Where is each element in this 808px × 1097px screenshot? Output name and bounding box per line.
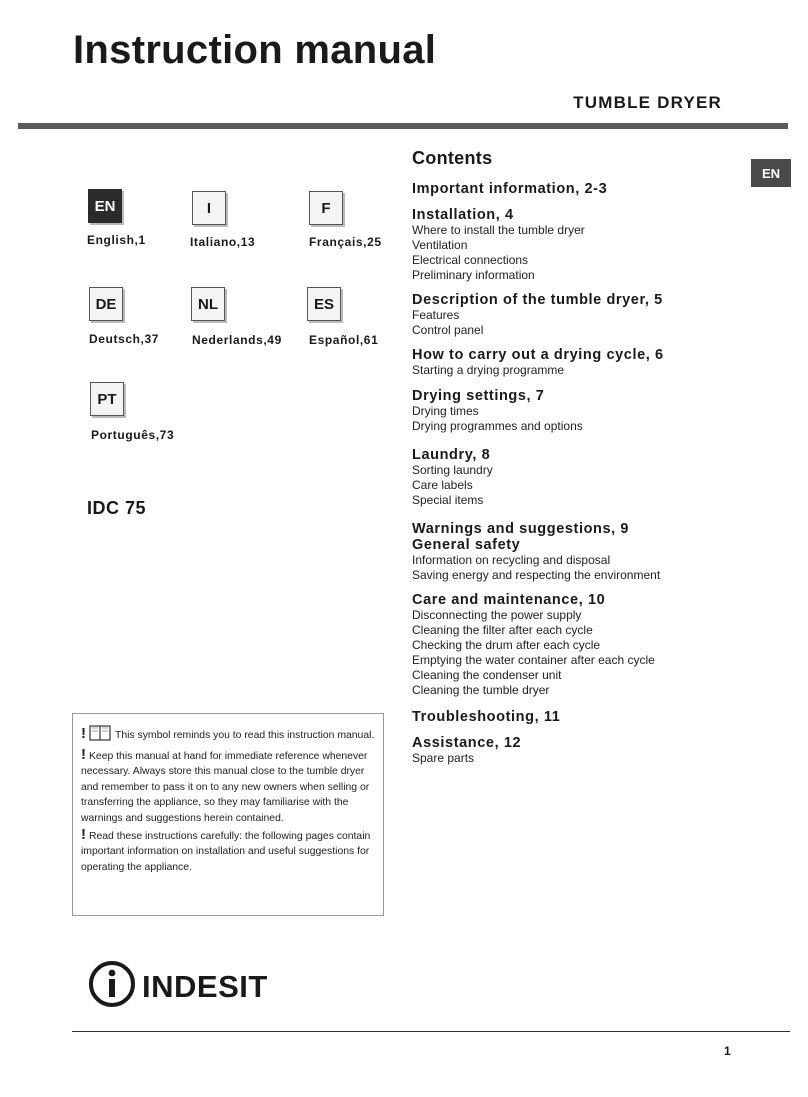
notice-text: Read these instructions carefully: the following pages contain important information on installation and useful suggestions for operating the appliance. (81, 830, 371, 873)
notice-paragraph (81, 725, 375, 747)
language-tab: EN (751, 159, 791, 187)
toc-item: Control panel (412, 323, 484, 337)
contents-title: Contents (412, 148, 493, 168)
language-code-box: F (309, 191, 343, 225)
toc-item: Features (412, 308, 460, 322)
toc-item: Saving energy and respecting the environment (412, 568, 661, 582)
language-label: Français,25 (309, 235, 382, 249)
toc-item: Special items (412, 493, 484, 507)
toc-item: Drying times (412, 404, 479, 418)
document-subtitle: TUMBLE DRYER (573, 93, 722, 112)
table-of-contents (412, 148, 742, 766)
page-number: 1 (724, 1044, 731, 1058)
toc-item: Information on recycling and disposal (412, 553, 611, 567)
language-code-box: PT (90, 382, 124, 416)
toc-item: Spare parts (412, 751, 475, 765)
language-code-box: I (192, 191, 226, 225)
toc-section (412, 447, 742, 508)
toc-item: Electrical connections (412, 253, 529, 267)
book-icon (89, 725, 111, 747)
language-label: Italiano,13 (190, 235, 256, 249)
toc-section (412, 592, 742, 698)
language-entry-es (307, 287, 341, 321)
toc-heading: Drying settings, 7 (412, 388, 545, 404)
language-entry-it (192, 191, 226, 225)
model-number: IDC 75 (87, 498, 147, 518)
language-label: Español,61 (309, 333, 379, 347)
exclamation-icon: ! (81, 745, 86, 763)
toc-heading: Assistance, 12 (412, 735, 522, 751)
toc-item: Drying programmes and options (412, 419, 583, 433)
toc-item: Checking the drum after each cycle (412, 638, 601, 652)
toc-heading: Troubleshooting, 11 (412, 709, 561, 725)
language-entry-pt (90, 382, 124, 416)
header-divider (18, 123, 788, 129)
language-code-box: DE (89, 287, 123, 321)
document-title: Instruction manual (73, 28, 437, 72)
toc-item: Cleaning the condenser unit (412, 668, 562, 682)
toc-item: Emptying the water container after each cycle (412, 653, 655, 667)
toc-item: Care labels (412, 478, 473, 492)
brand-name: INDESIT (142, 968, 268, 1004)
language-label: Deutsch,37 (89, 332, 160, 346)
toc-section (412, 347, 742, 378)
toc-item: Ventilation (412, 238, 468, 252)
toc-heading: Laundry, 8 (412, 447, 491, 463)
language-label: English,1 (87, 233, 146, 247)
toc-item: Preliminary information (412, 268, 535, 282)
toc-item: Disconnecting the power supply (412, 608, 582, 622)
toc-item: Cleaning the tumble dryer (412, 683, 550, 697)
toc-item: Cleaning the filter after each cycle (412, 623, 593, 637)
toc-heading: General safety (412, 537, 521, 553)
toc-heading: How to carry out a drying cycle, 6 (412, 347, 664, 363)
notice-text: This symbol reminds you to read this instruction manual. (115, 730, 375, 741)
notice-text: Keep this manual at hand for immediate reference whenever necessary. Always store this manual close to the tumble dryer and remember to pass it on to any new owners when selling or transferring the appliance, so they may familiarise with the warnings and suggestions herein contained. (81, 750, 370, 824)
footer-divider (72, 1031, 790, 1032)
toc-heading: Description of the tumble dryer, 5 (412, 292, 663, 308)
toc-heading: Installation, 4 (412, 207, 514, 223)
notice-paragraph (81, 747, 375, 827)
notice-box (72, 713, 384, 916)
language-entry-nl (191, 287, 225, 321)
language-code-box: ES (307, 287, 341, 321)
toc-section (412, 388, 742, 434)
toc-heading: Care and maintenance, 10 (412, 592, 606, 608)
toc-section (412, 521, 742, 537)
toc-section (412, 537, 742, 583)
toc-section (412, 181, 742, 197)
toc-section (412, 292, 742, 338)
language-code-box: EN (88, 189, 122, 223)
exclamation-icon: ! (81, 825, 86, 843)
toc-item: Sorting laundry (412, 463, 493, 477)
toc-item: Starting a drying programme (412, 363, 565, 377)
toc-section (412, 735, 742, 766)
toc-heading: Important information, 2-3 (412, 181, 608, 197)
language-entry-fr (309, 191, 343, 225)
notice-paragraph (81, 827, 375, 876)
brand-logo-icon (88, 960, 136, 1013)
toc-heading: Warnings and suggestions, 9 (412, 521, 630, 537)
toc-section (412, 709, 742, 725)
toc-item: Where to install the tumble dryer (412, 223, 585, 237)
exclamation-icon: ! (81, 725, 86, 742)
language-code-box: NL (191, 287, 225, 321)
toc-section (412, 207, 742, 283)
language-entry-de (89, 287, 123, 321)
brand-logo (88, 960, 268, 1013)
language-label: Nederlands,49 (192, 333, 282, 347)
language-entry-en (88, 189, 122, 223)
language-label: Português,73 (91, 428, 175, 442)
